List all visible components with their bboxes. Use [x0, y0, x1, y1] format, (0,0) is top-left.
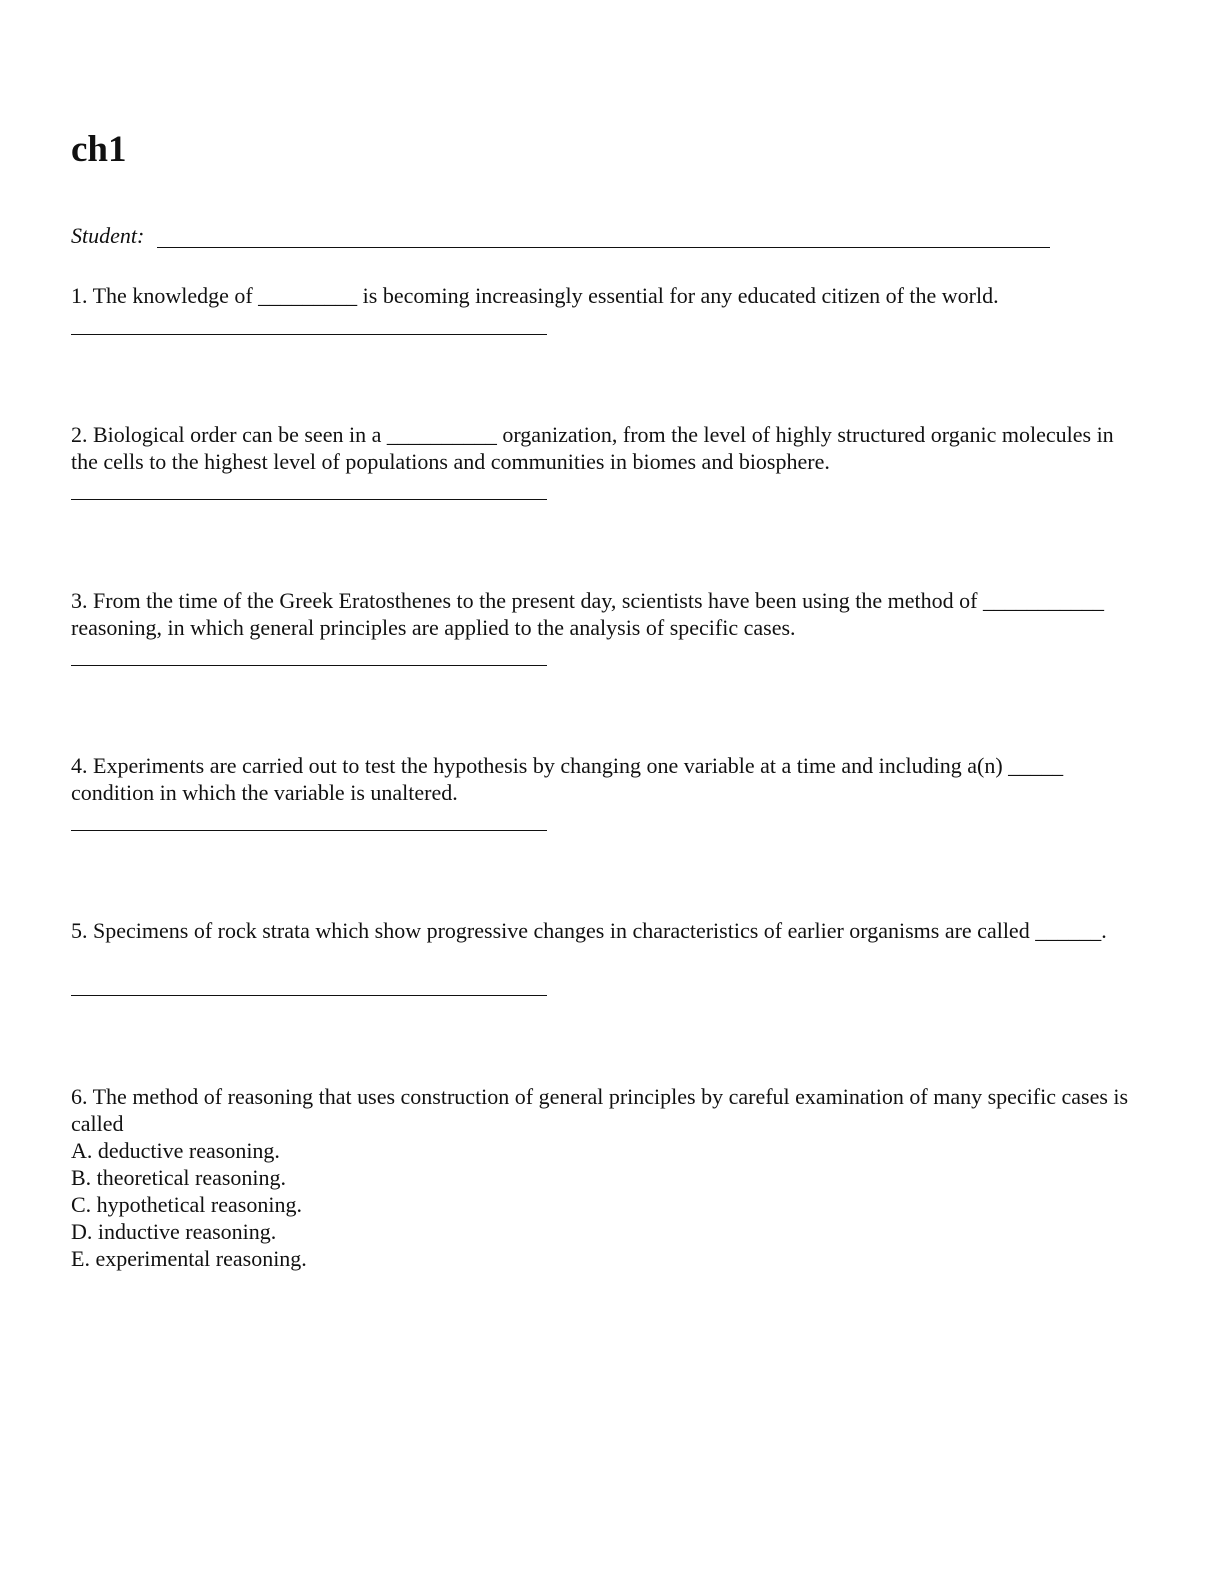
choice-a[interactable]: A. deductive reasoning. — [71, 1138, 280, 1163]
document-title: ch1 — [71, 129, 127, 170]
choice-b[interactable]: B. theoretical reasoning. — [71, 1165, 287, 1190]
choice-d[interactable]: D. inductive reasoning. — [71, 1219, 277, 1244]
question-text: Specimens of rock strata which show progressive changes in characteristics of earlier organisms are called ______. — [93, 918, 1107, 943]
student-name-row — [71, 221, 1051, 253]
question-text: The knowledge of _________ is becoming increasingly essential for any educated citizen of the world. — [92, 283, 999, 308]
question-text: From the time of the Greek Eratosthenes to the present day, scientists have been using the method of ___________ reasoning, in which general principles are applied to the analysis of specific cases. — [71, 588, 1104, 640]
question-text: The method of reasoning that uses construction of general principles by careful examination of many specific cases is called — [71, 1084, 1129, 1136]
question-4 — [71, 752, 1146, 806]
answer-line-2[interactable] — [71, 499, 547, 500]
question-text: Experiments are carried out to test the hypothesis by changing one variable at a time and including a(n) _____ condition in which the variable is unaltered. — [71, 753, 1064, 805]
question-3 — [71, 587, 1146, 641]
question-number: 5. — [71, 918, 88, 943]
question-number: 2. — [71, 422, 88, 447]
answer-choices — [71, 1137, 1146, 1272]
answer-line-1[interactable] — [71, 334, 547, 335]
answer-line-4[interactable] — [71, 830, 547, 831]
question-text: Biological order can be seen in a __________ organization, from the level of highly structured organic molecules in the cells to the highest level of populations and communities in biomes and biosphere. — [71, 422, 1114, 474]
student-name-line[interactable] — [157, 247, 1050, 248]
question-number: 6. — [71, 1084, 88, 1109]
answer-line-3[interactable] — [71, 665, 547, 666]
student-label: Student: — [71, 223, 145, 248]
choice-c[interactable]: C. hypothetical reasoning. — [71, 1192, 302, 1217]
answer-line-5[interactable] — [71, 995, 547, 996]
question-number: 3. — [71, 588, 88, 613]
question-6 — [71, 1083, 1146, 1272]
question-number: 4. — [71, 753, 88, 778]
question-number: 1. — [71, 283, 88, 308]
choice-e[interactable]: E. experimental reasoning. — [71, 1246, 307, 1271]
question-2 — [71, 421, 1146, 475]
question-1 — [71, 282, 1146, 309]
question-5 — [71, 917, 1146, 944]
